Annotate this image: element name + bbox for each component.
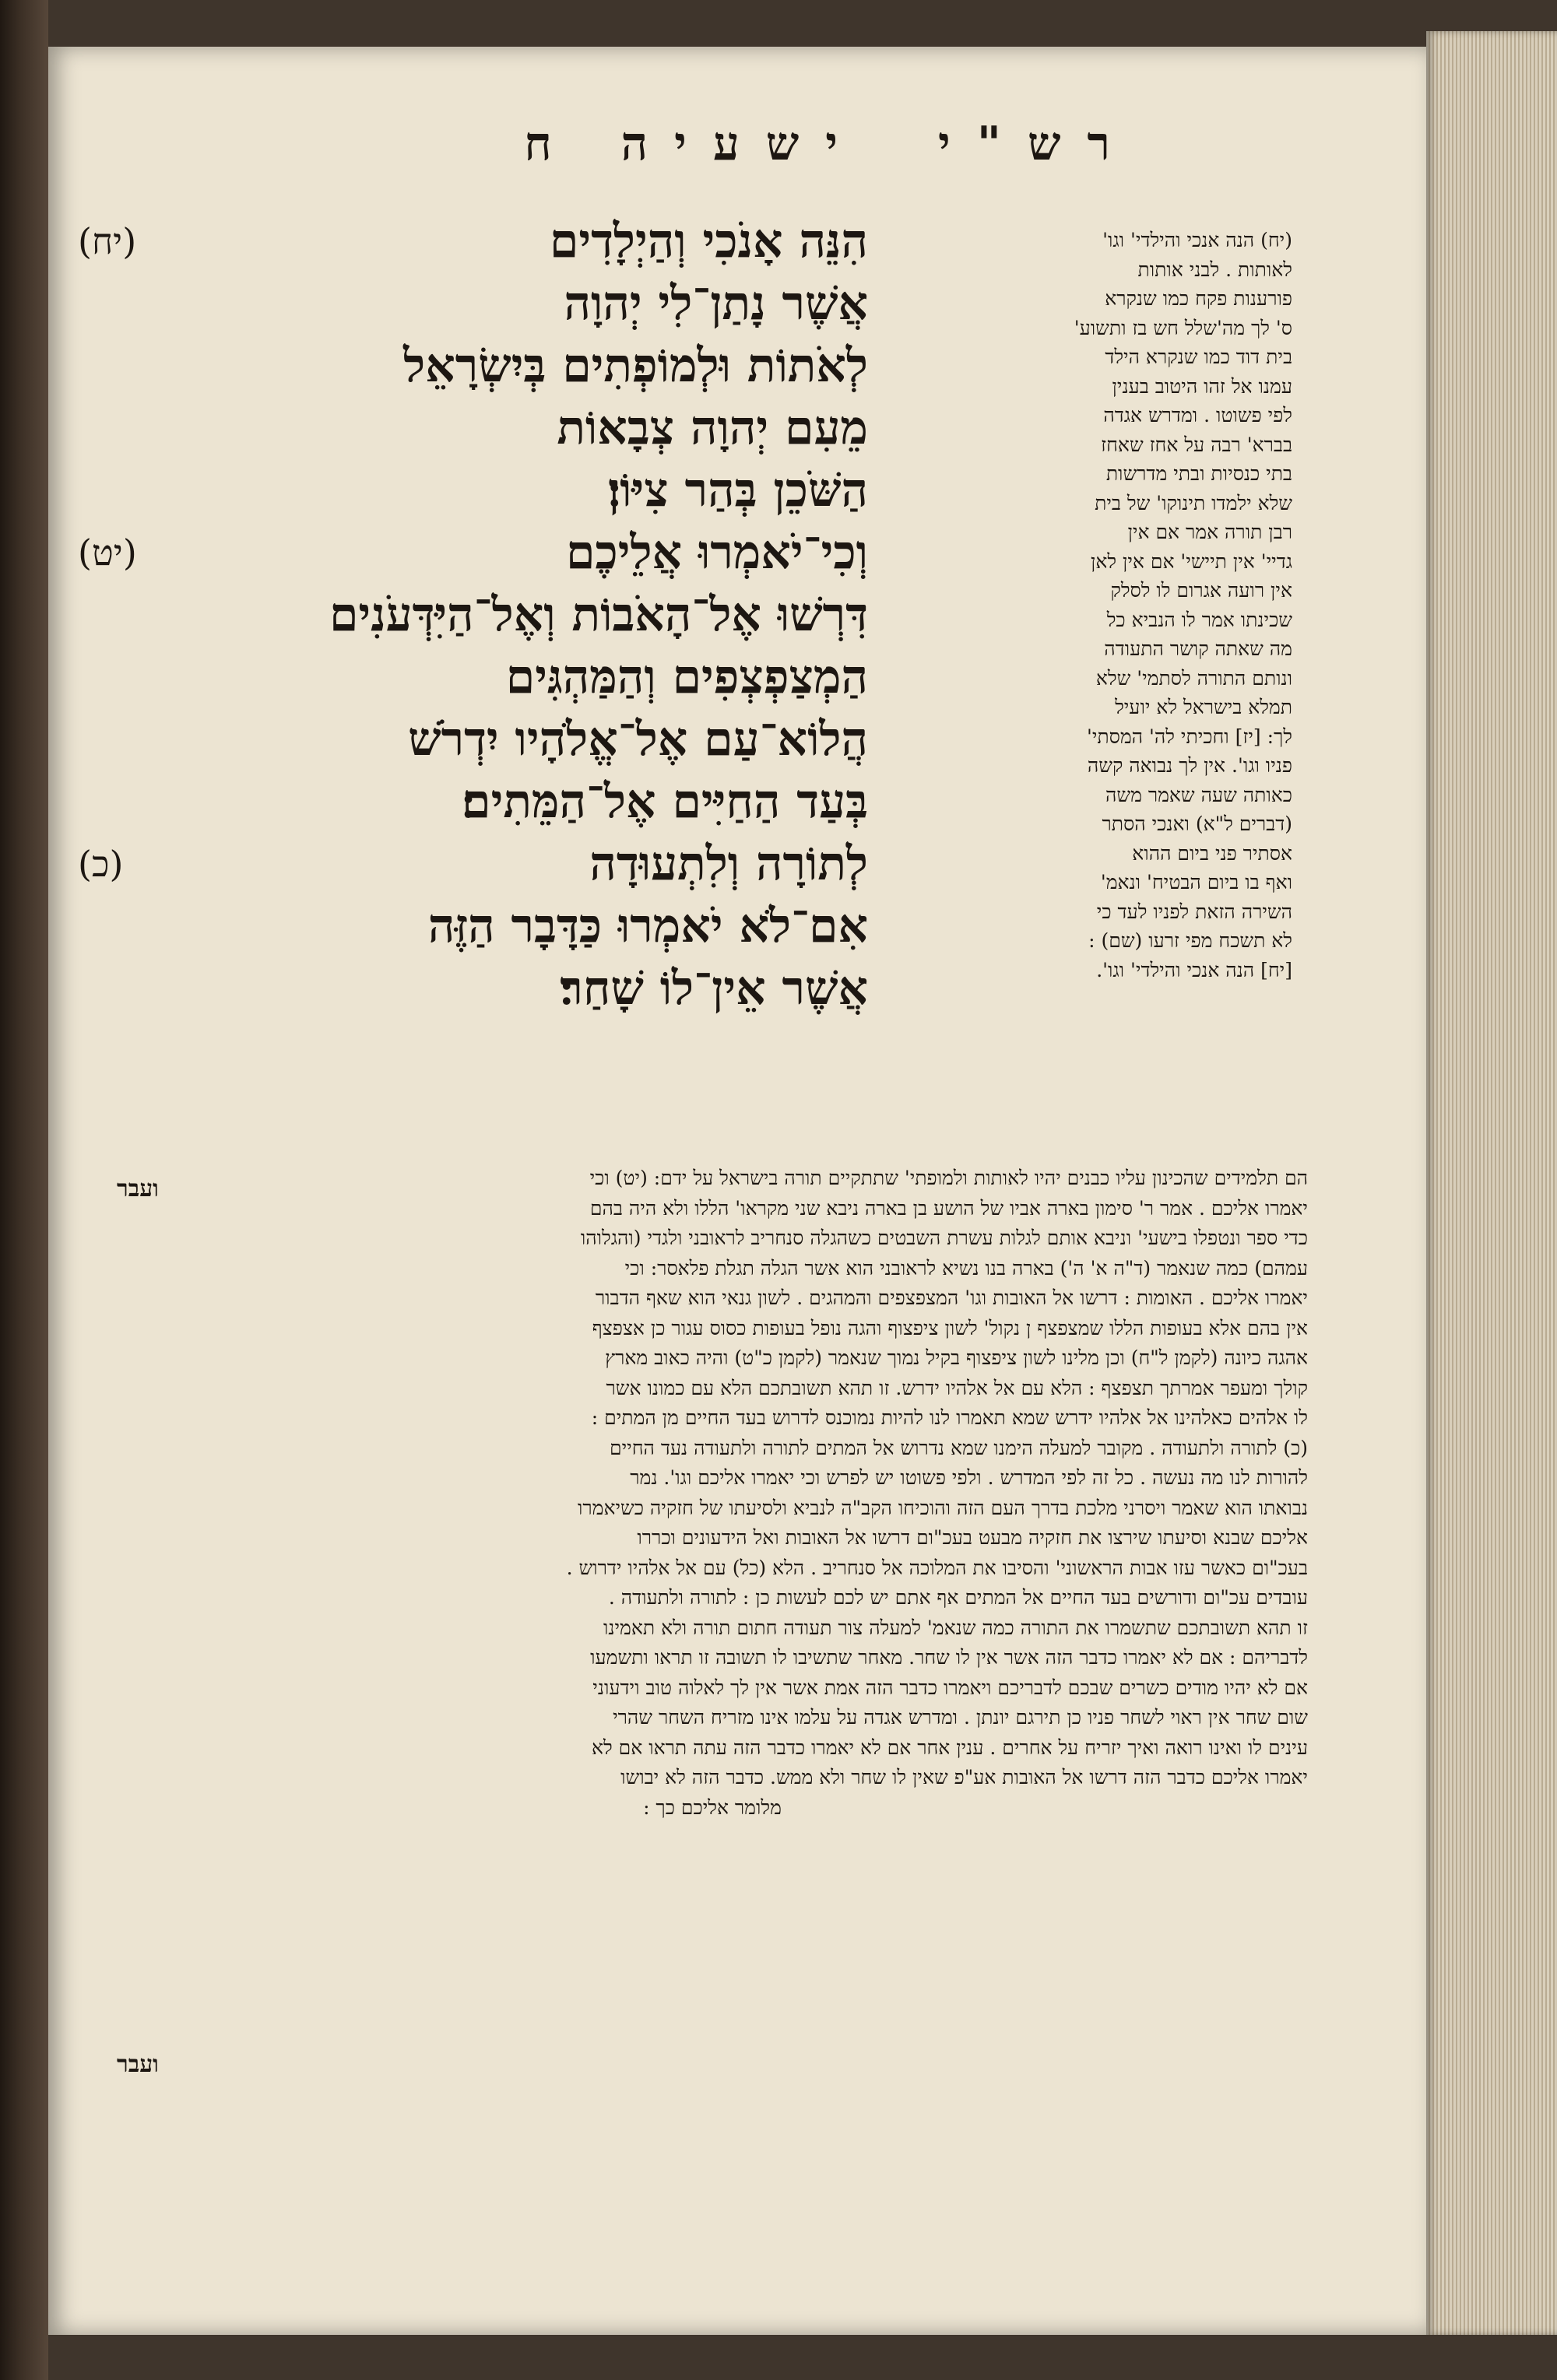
- continuation-line: אין בהם אלא בעופות הללו שמצפצף ן נקול' לשון ציפצוף והגה נופל בעופות כסוס עגור כן אצפצף: [592, 1316, 1308, 1339]
- verse-line: מֵעִם יְהוָה צְבָאוֹת: [557, 401, 868, 455]
- rashi-line: [יח] הנה אנכי והילדי' וגו'.: [1096, 958, 1292, 981]
- continuation-line: (כ) לתורה ולתעודה . מקובר למעלה הימנו שמא נדרוש אל המתים לתורה ולתעודה נעד החיים: [610, 1436, 1308, 1459]
- continuation-line: עמהם) כמה שנאמר (ד"ה א' ה') בארה בנו נשיא לראובני הוא אשר הגלה תגלת פלאסר: וכי: [624, 1256, 1308, 1280]
- rashi-continuation: [117, 1164, 1308, 1823]
- verse-column: [78, 210, 868, 1020]
- continuation-line: זו תהא תשובתכם שתשמרו את התורה כמה שנאמ' למעלה צור תעודה חתום תורה ולא תאמינו: [603, 1616, 1308, 1639]
- continuation-line: יאמרו אליכם כדבר הזה דרשו אל האובות אע"פ שאין לו שחר ולא ממש. כדבר הזה לא יבושו: [620, 1766, 1308, 1789]
- rashi-line: (דברים ל"א) ואנכי הסתר: [1102, 813, 1292, 835]
- rashi-line: השירה הזאת לפניו לעד כי: [1096, 900, 1292, 923]
- continuation-line: עינים לו ואינו רואה ואיך יזריח על אחרים . ענין אחר אם לא יאמרו כדבר הזה עתה תראו אם לא: [592, 1736, 1308, 1759]
- continuation-line: אהגה כיונה (לקמן ל"ח) וכן מלינו לשון ציפצוף בקיל נמוך שנאמר (לקמן כ"ט) והיה כאוב מארץ: [605, 1346, 1308, 1369]
- verse-line: (כ) לְתוֹרָה וְלִתְעוּדָה: [152, 833, 868, 895]
- rashi-line: מה שאתה קושר התעודה: [1104, 637, 1292, 660]
- continuation-line: אליכם שבנא וסיעתו שירצו את חזקיה מבעט בעכ"ום דרשו אל האובות ואל הידעונים וכררו: [637, 1526, 1308, 1549]
- page-edges: [1426, 31, 1557, 2335]
- rashi-line: גדיי' אין תיישי' אם אין לאן: [1090, 549, 1292, 573]
- rashi-line: שכינתו אמר לו הנביא כל: [1106, 608, 1292, 631]
- rashi-line: ונותם התורה לסתמי' שלא: [1095, 666, 1292, 690]
- rashi-line: (יח) הנה אנכי והילדי' וגו': [1102, 229, 1292, 251]
- verse-number: (כ): [78, 843, 124, 885]
- rashi-line: בברא' רבה על אחז שאחז: [1101, 433, 1292, 456]
- rashi-line: תמלא בישראל לא יועיל: [1115, 696, 1292, 718]
- rashi-commentary-column: [887, 226, 1292, 985]
- rashi-line: אין רועה אגרום לו לסלק: [1110, 579, 1292, 602]
- rashi-line: שלא ילמדו תינוקו' של בית: [1095, 491, 1292, 514]
- continuation-line: לדבריהם : אם לא יאמרו כדבר הזה אשר אין לו שחר. מאחר שתשיבו לו תשובה זו תראו ותשמעו: [590, 1646, 1308, 1669]
- verse-line: דִּרְשׁוּ אֶל־הָאֹבוֹת וְאֶל־הַיִּדְּעֹנִים: [329, 588, 868, 642]
- continuation-line: יאמרו אליכם . האומות : דרשו אל האובות וגו' המצפצפים והמהגים . לשון גנאי הוא שאף הדבור: [595, 1287, 1308, 1309]
- continuation-line: הם תלמידים שהכינון עליו כבנים יהיו לאותות ולמופתי' שתתקיים תורה בישראל על ידם: (יט) וכי: [589, 1167, 1308, 1189]
- continuation-line: בעכ"ום כאשר עזו אבות הראשוני' והסיבו את המלוכה אל סנחריב . הלא (כל) עם אל אלהיו ידרוש .: [566, 1556, 1308, 1579]
- verse-line: אֲשֶׁר נָתַן־לִי יְהוָה: [564, 276, 868, 331]
- continuation-line: נבואתו הוא שאמר ויסרני מלכת בדרך העם הזה והוכיחו הקב"ה לנביא ולסיעתו של חזקיה כשיאמרו: [577, 1496, 1308, 1519]
- catchword-bottom: ועבר: [117, 2051, 159, 2078]
- verse-number: (יח): [78, 220, 137, 262]
- verse-line: לְאֹתוֹת וּלְמוֹפְתִים בְּיִשְׂרָאֵל: [403, 339, 868, 393]
- verse-line: (יח) הִנֵּה אָנֹכִי וְהַיְלָדִים: [152, 210, 868, 272]
- verse-line: אִם־לֹא יֹאמְרוּ כַּדָּבָר הַזֶּה: [427, 899, 868, 953]
- verse-line: (יט) וְכִי־יֹאמְרוּ אֲלֵיכֶם: [152, 521, 868, 584]
- rashi-line: בית דוד כמו שנקרא הילד: [1105, 346, 1292, 368]
- rashi-line: לאותות . לבני אותות: [1137, 258, 1292, 281]
- rashi-line: פניו וגו'. אין לך נבואה קשה: [1087, 754, 1292, 777]
- rashi-line: בתי כנסיות ובתי מדרשות: [1105, 462, 1292, 485]
- continuation-line: כדי ספר ונטפלו בישעי' וניבא אותם לגלות עשרת השבטים כשהגלה סנחריב לראובני ולגדי (והגלוהו: [580, 1227, 1308, 1249]
- verse-line: הַמְצַפְצְפִים וְהַמַּהְגִּים: [505, 650, 868, 704]
- book-binding: [0, 0, 48, 2380]
- verse-line: בְּעַד הַחַיִּים אֶל־הַמֵּתִים׃: [462, 774, 868, 829]
- continuation-line: יאמרו אליכם . אמר ר' סימון בארה אביו של הושע בן בארה ניבא שני מקראו' הללו ולא היה בהם: [589, 1196, 1308, 1220]
- verse-line: אֲשֶׁר אֵין־לוֹ שָׁחַר׃: [560, 961, 868, 1016]
- rashi-line: רבן תורה אמר אם אין: [1127, 521, 1292, 543]
- continuation-line: מלומר אליכם כך :: [643, 1796, 782, 1819]
- continuation-line: אם לא יהיו מודים כשרים שבכם לדבריכם ויאמרו כדבר הזה אמת אשר אין לך לאלוה טוב וידעוני: [592, 1676, 1308, 1699]
- continuation-line: קולך ומעפר אמרתך תצפצף : הלא עם אל אלהיו ידרש. זו תהא תשובתכם הלא עם כמונו אשר: [606, 1376, 1308, 1399]
- rashi-line: אסתיר פני ביום ההוא: [1132, 841, 1292, 865]
- continuation-line: עובדים עכ"ום ודורשים בעד החיים אל המתים אף אתם יש לכם לעשות כן : לתורה ולתעודה .: [608, 1586, 1308, 1609]
- verse-line: הַשֹּׁכֵן בְּהַר צִיּוֹן׃: [607, 463, 868, 518]
- rashi-line: ואף בו ביום הבטיח' ונאמ': [1100, 871, 1292, 893]
- rashi-line: לך: [יז] וחכיתי לה' המסתי': [1086, 725, 1292, 748]
- rashi-line: ס' לך מה'שלל חש בז ותשוע': [1074, 316, 1292, 339]
- running-head-book: ישעיה ח: [524, 117, 864, 171]
- running-head-rashi: רש"י: [938, 117, 1137, 171]
- verse-line: הֲלוֹא־עַם אֶל־אֱלֹהָיו יִדְרֹשׁ: [408, 712, 868, 767]
- rashi-line: כאותה שעה שאמר משה: [1105, 783, 1292, 806]
- verse-number: (יט): [78, 532, 137, 574]
- rashi-line: עמנו אל זהו היטוב בענין: [1112, 374, 1292, 398]
- continuation-line: להורות לנו מה נעשה . כל זה לפי המדרש . ולפי פשוטו יש לפרש וכי יאמרו אליכם וגו'. נמר: [630, 1466, 1308, 1489]
- rashi-line: לפי פשוטו . ומדרש אגדה: [1103, 404, 1292, 427]
- continuation-line: שום שחר אין ראוי לשחר פניו כן תירגם יונתן . ומדרש אגדה על עלמו אינו מזריח השחר שהרי: [613, 1706, 1308, 1729]
- rashi-line: לא תשכח מפי זרעו (שם) :: [1088, 929, 1292, 952]
- rashi-line: פורענות פקח כמו שנקרא: [1105, 287, 1292, 310]
- continuation-line: לו אלהים כאלהינו אל אלהיו ידרש שמא תאמרו לנו להיות נמוכנס לדרוש בעד החיים מן המתים :: [591, 1406, 1308, 1429]
- catchword-top: ועבר: [117, 1175, 159, 1202]
